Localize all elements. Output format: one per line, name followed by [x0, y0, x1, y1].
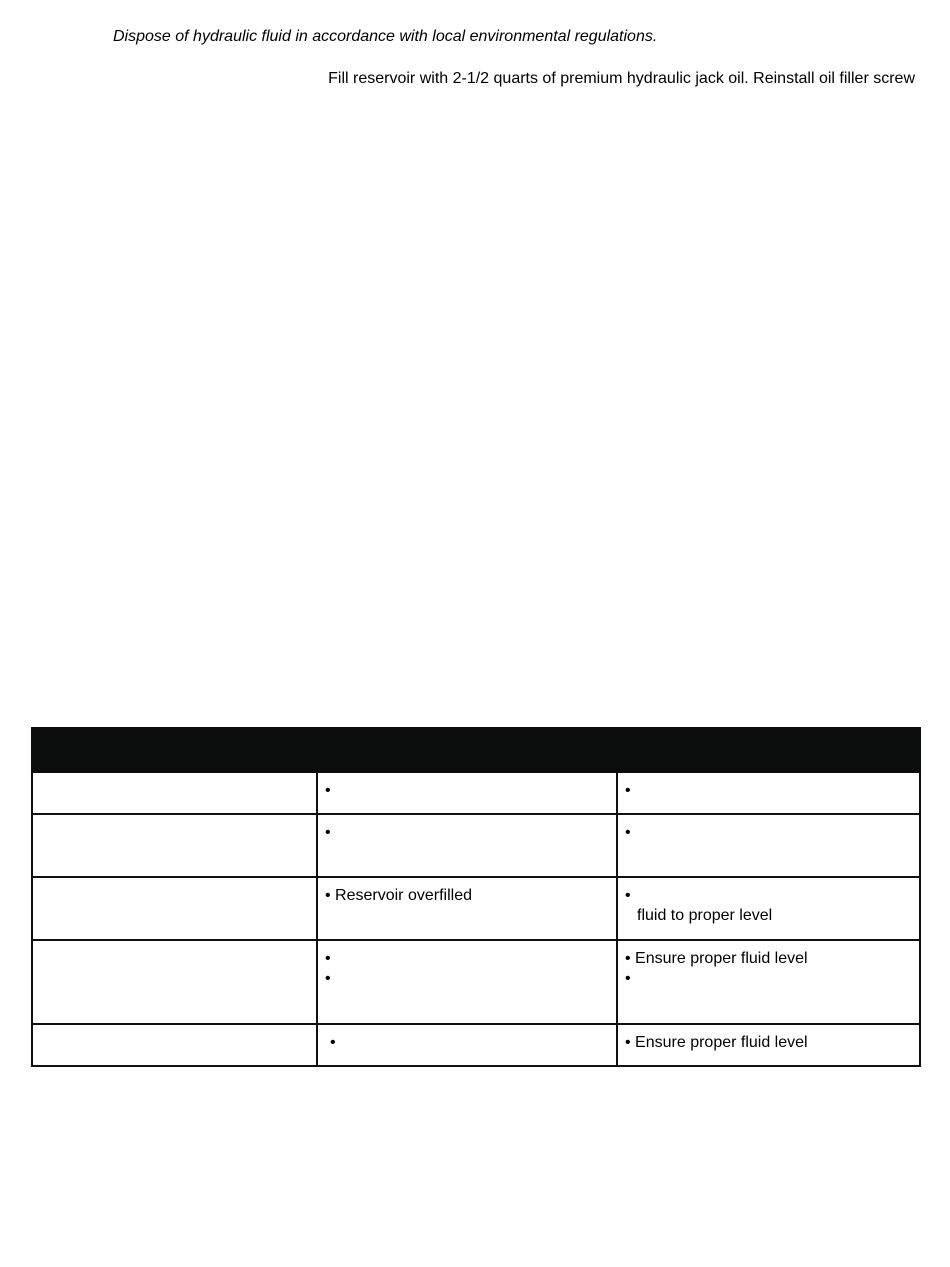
table-row	[32, 814, 920, 877]
symptom-cell	[32, 940, 317, 1024]
symptom-cell	[32, 1024, 317, 1066]
cause-item: •	[325, 950, 331, 967]
fill-instruction: Fill reservoir with 2-1/2 quarts of premium hydraulic jack oil. Reinstall oil filler screw	[328, 70, 915, 87]
solution-item: • Ensure proper fluid level	[625, 950, 808, 967]
symptom-cell	[32, 772, 317, 814]
cause-item: •	[330, 1034, 336, 1051]
symptom-cell	[32, 814, 317, 877]
disposal-note: Dispose of hydraulic fluid in accordance with local environmental regulations.	[113, 28, 658, 45]
table-header-cell	[32, 728, 317, 772]
cause-cell	[317, 940, 617, 1024]
solution-item: •	[625, 970, 631, 987]
solution-item: • Ensure proper fluid level	[625, 1034, 808, 1051]
solution-cell	[617, 877, 920, 940]
table-row	[32, 772, 920, 814]
cause-item: •	[325, 970, 331, 987]
cause-cell	[317, 814, 617, 877]
solution-cell	[617, 772, 920, 814]
solution-item-continuation: fluid to proper level	[637, 907, 773, 924]
solution-item: •	[625, 782, 631, 799]
cause-cell	[317, 772, 617, 814]
table-header-cell	[617, 728, 920, 772]
solution-cell	[617, 1024, 920, 1066]
solution-item: •	[625, 824, 631, 841]
table-row	[32, 1024, 920, 1066]
cause-cell	[317, 1024, 617, 1066]
cause-item: •	[325, 782, 331, 799]
table-row	[32, 940, 920, 1024]
table-header-row	[32, 728, 920, 772]
solution-cell	[617, 814, 920, 877]
solution-cell	[617, 940, 920, 1024]
cause-cell	[317, 877, 617, 940]
table-header-cell	[317, 728, 617, 772]
solution-item: •	[625, 887, 631, 904]
cause-item: •	[325, 824, 331, 841]
table-row	[32, 877, 920, 940]
cause-item: • Reservoir overfilled	[325, 887, 472, 904]
troubleshooting-table	[31, 727, 921, 1067]
symptom-cell	[32, 877, 317, 940]
